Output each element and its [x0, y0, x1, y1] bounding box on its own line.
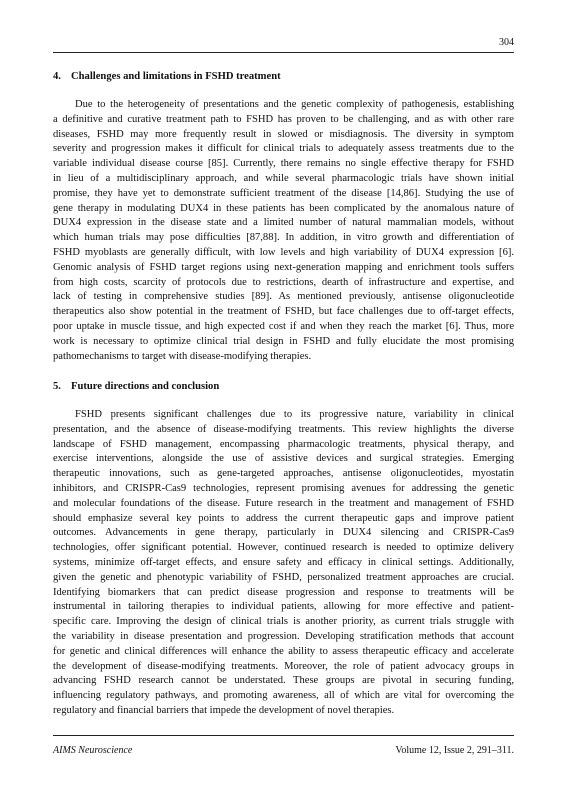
page-number: 304 — [499, 37, 514, 48]
text-line: poor uptake in muscle tissue, and high expected cost if and when they reach the market [6]. Thus, more — [53, 320, 514, 332]
text-line: systems, minimize off-target effects, and ensure safety and efficacy in clinical settings. Additionally, — [53, 556, 514, 568]
footer-journal: AIMS Neuroscience — [53, 745, 133, 756]
body-paragraph — [53, 408, 514, 719]
text-line: Genomic analysis of FSHD target regions using next-generation mapping and enrichment tools suffers — [53, 261, 514, 273]
text-line: technologies, offer significant potential. However, continued research is needed to optimize delivery — [53, 542, 514, 554]
text-line: therapeutics also show potential in the treatment of FSHD, but face challenges due to off-target effects, — [53, 306, 514, 318]
text-line: variable individual disease course [85]. Currently, there remains no single effective therapy for FSHD — [53, 158, 514, 170]
text-line: advancing FSHD research cannot be understated. These groups are pivotal in securing funding, — [53, 675, 514, 687]
text-line: which human trials may pose difficulties [87,88]. In addition, in vitro growth and differentiation of — [53, 232, 514, 244]
text-line: instrumental in tailoring therapies to individual patients, allowing for more effective and patient- — [53, 601, 514, 613]
section-heading — [53, 70, 281, 83]
text-line: pathomechanisms to target with disease-modifying therapies. — [53, 350, 312, 362]
text-line: landscape of FSHD management, encompassing pharmacologic treatments, physical therapy, and — [53, 438, 514, 450]
text-line: influencing regulatory pathways, and promoting awareness, all of which are vital for overcoming the — [53, 690, 514, 702]
text-line: diseases, FSHD may more frequently result in slowed or misdiagnosis. The diversity in symptom — [53, 128, 514, 140]
text-line: a definitive and curative treatment path to FSHD has proven to be challenging, and as with other rare — [53, 113, 514, 125]
section-title: Challenges and limitations in FSHD treatment — [71, 71, 281, 82]
body-paragraph — [53, 98, 514, 364]
text-line: inhibitors, and CRISPR-Cas9 technologies, represent promising avenues for addressing the genetic — [53, 482, 514, 494]
text-line: severity and progression makes it difficult for clinical trials to adequately assess treatments due to the — [53, 143, 514, 155]
text-line: and molecular foundations of the disease. Future research in the treatment and management of FSHD — [53, 497, 514, 509]
text-line: Identifying biomarkers that can predict disease progression and response to treatments will be — [53, 586, 514, 598]
footer-volume: Volume 12, Issue 2, 291–311. — [395, 745, 514, 756]
text-line: gene therapy in modulating DUX4 in these patients has been complicated by the anomalous nature of — [53, 202, 514, 214]
text-line: in lieu of a multidisciplinary approach, and while several pharmacologic trials have shown initial — [53, 172, 514, 184]
text-line: DUX4 expression in the disease state and a limited number of natural mammalian models, without — [53, 217, 514, 229]
text-line: promise, they have yet to demonstrate sufficient treatment of the disease [14,86]. Studying the use of — [53, 187, 514, 199]
text-line: FSHD myoblasts are generally difficult, with low levels and high variability of DUX4 expression [6]. — [53, 246, 514, 258]
text-line: Due to the heterogeneity of presentations and the genetic complexity of pathogenesis, establishing — [75, 99, 514, 110]
footer-rule — [53, 735, 514, 736]
section-number: 5. — [53, 381, 61, 392]
text-line: exercise interventions, alongside the use of assistive devices and surgical strategies. Emerging — [53, 453, 514, 465]
section-heading — [53, 380, 219, 393]
text-line: presentation, and the absence of disease-modifying treatments. This review highlights the diverse — [53, 423, 514, 435]
section-number: 4. — [53, 71, 61, 82]
header-rule — [53, 52, 514, 53]
text-line: specific care. Improving the design of clinical trials is another priority, as current trials struggle with — [53, 616, 514, 628]
text-line: the development of disease-modifying treatments. Moreover, the role of patient advocacy groups in — [53, 660, 514, 672]
text-line: should emphasize several key points to address the current therapeutic gaps and improve patient — [53, 512, 514, 524]
text-line: outcomes. Advancements in gene therapy, particularly in DUX4 silencing and CRISPR-Cas9 — [53, 527, 514, 539]
text-line: given the genetic and phenotypic variability of FSHD, personalized treatment approaches are crucial. — [53, 571, 514, 583]
text-line: from high costs, scarcity of protocols due to restrictions, dearth of infrastructure and expertise, and — [53, 276, 514, 288]
text-line: lack of testing in comprehensive studies [89]. As mentioned previously, antisense oligonucleotide — [53, 291, 514, 303]
section-title: Future directions and conclusion — [71, 381, 220, 392]
text-line: work is necessary to optimize clinical trial design in FSHD and fully elucidate the most promising — [53, 335, 514, 347]
text-line: for genetic and clinical differences will enhance the ability to assess therapeutic efficacy and accelerate — [53, 645, 514, 657]
text-line: regulatory and financial barriers that impede the development of novel therapies. — [53, 704, 395, 716]
text-line: FSHD presents significant challenges due to its progressive nature, variability in clinical — [75, 409, 514, 420]
text-line: therapeutic innovations, such as gene-targeted approaches, antisense oligonucleotides, myostatin — [53, 468, 514, 480]
text-line: the variability in disease presentation and progression. Developing stratification methods that account — [53, 630, 514, 642]
